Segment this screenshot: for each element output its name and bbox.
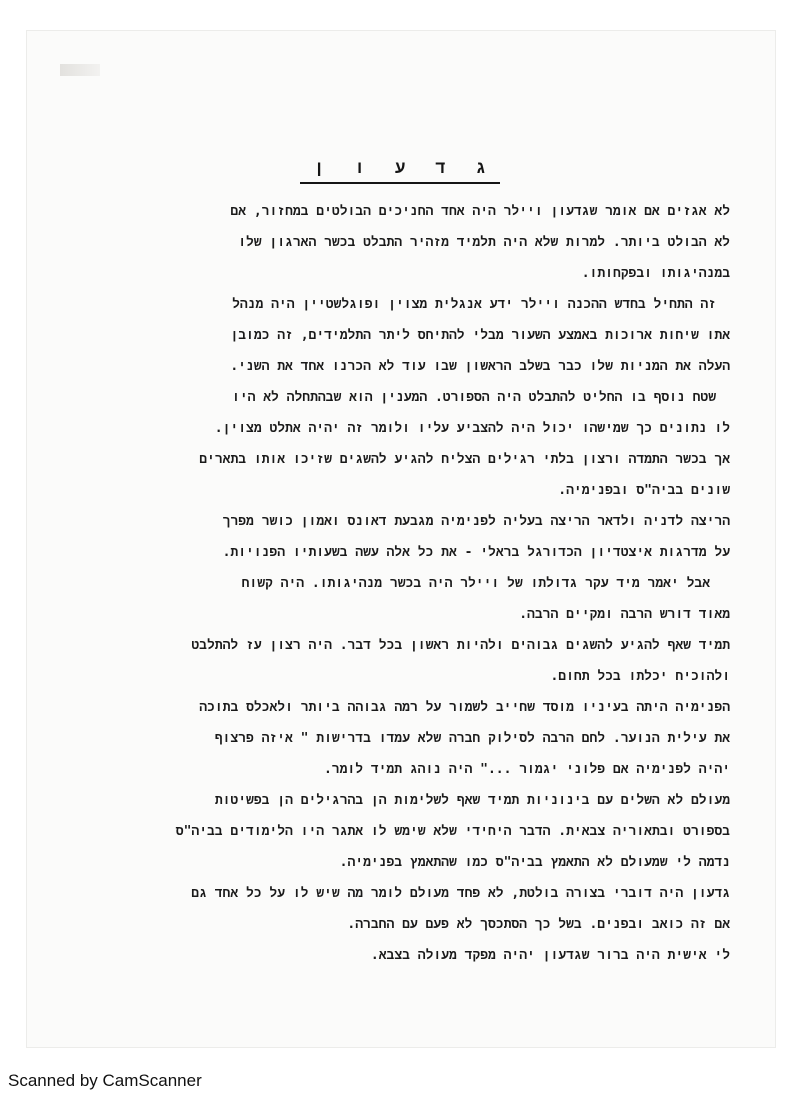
scanner-watermark: Scanned by CamScanner (8, 1071, 202, 1090)
body-line: ולהוכיח יכלתו בכל תחום. (550, 669, 730, 684)
body-line: אם זה כואב ובפנים. בשל כך הסתכסך לא פעם עם החברה. (347, 917, 730, 932)
body-line: במנהיגותו ובפקחותו. (581, 266, 730, 281)
body-line: מאוד דורש הרבה ומקיים הרבה. (519, 607, 730, 622)
document-body (80, 196, 730, 971)
body-line: את עילית הנוער. לחם הרבה לסילוק חברה שלא עמדו בדרישות " איזה פרצוף (214, 731, 730, 746)
body-line: תמיד שאף להגיע להשגים גבוהים ולהיות ראשון בכל דבר. היה רצון עז להתלבט (191, 638, 730, 653)
body-line: שונים בביה"ס ובפנימיה. (558, 483, 730, 498)
body-line: אתו שיחות ארוכות באמצע השעור מבלי להתיחס ליתר התלמידים, זה כמובן (230, 328, 730, 343)
body-line: אבל יאמר מיד עקר גדולתו של ויילר היה בכשר מנהיגותו. היה קשוח (241, 576, 710, 591)
scan-edge-mark (60, 64, 100, 76)
body-line: יהיה לפנימיה אם פלוני יגמור ..." היה נוהג תמיד לומר. (323, 762, 730, 777)
body-line: גדעון היה דוברי בצורה בולטת, לא פחד מעולם לומר מה שיש לו על כל אחד גם (191, 886, 730, 901)
body-line: בספורט ובתאוריה צבאית. הדבר היחידי שלא שימש לו אתגר היו הלימודים בביה"ס (175, 824, 730, 839)
body-line: זה התחיל בחדש ההכנה ויילר ידע אנגלית מצוין ופוגלשטיין היה מנהל (232, 297, 716, 312)
body-line: נדמה לי שמעולם לא התאמץ בביה"ס כמו שהתאמץ בפנימיה. (339, 855, 730, 870)
document-title (0, 158, 800, 184)
document-title-text: ג ד ע ו ן (300, 158, 500, 184)
body-line: לי אישית היה ברור שגדעון יהיה מפקד מעולה בצבא. (370, 948, 730, 963)
body-line: לו נתונים כך שמישהו יכול היה להצביע עליו ולומר זה יהיה אתלט מצוין. (214, 421, 730, 436)
body-line: לא הבולט ביותר. למרות שלא היה תלמיד מזהיר התבלט בכשר הארגון שלו (238, 235, 730, 250)
body-line: הריצה לדניה ולדאר הריצה בעליה לפנימיה מגבעת דאונס ואמון כושר מפרך (222, 514, 730, 529)
body-line: אך בכשר התמדה ורצון בלתי רגילים הצליח להגיע להשגים שזיכו אותו בתארים (199, 452, 730, 467)
body-line: מעולם לא השלים עם בינוניות תמיד שאף לשלימות הן בהרגילים הן בפשיטות (214, 793, 730, 808)
body-line: לא אגזים אם אומר שגדעון ויילר היה אחד החניכים הבולטים במחזור, אם (230, 204, 730, 219)
body-line: הפנימיה היתה בעיניו מוסד שחייב לשמור על רמה גבוהה ביותר ולאכלס בתוכה (199, 700, 730, 715)
body-line: העלה את המניות שלו כבר בשלב הראשון שבו עוד לא הכרנו אחד את השני. (230, 359, 730, 374)
body-line: על מדרגות איצטדיון הכדורגל בראלי - את כל אלה עשה בשעותיו הפנויות. (222, 545, 730, 560)
body-line: שטח נוסף בו החליט להתבלט היה הספורט. המענין הוא שבהתחלה לא היו (232, 390, 716, 405)
